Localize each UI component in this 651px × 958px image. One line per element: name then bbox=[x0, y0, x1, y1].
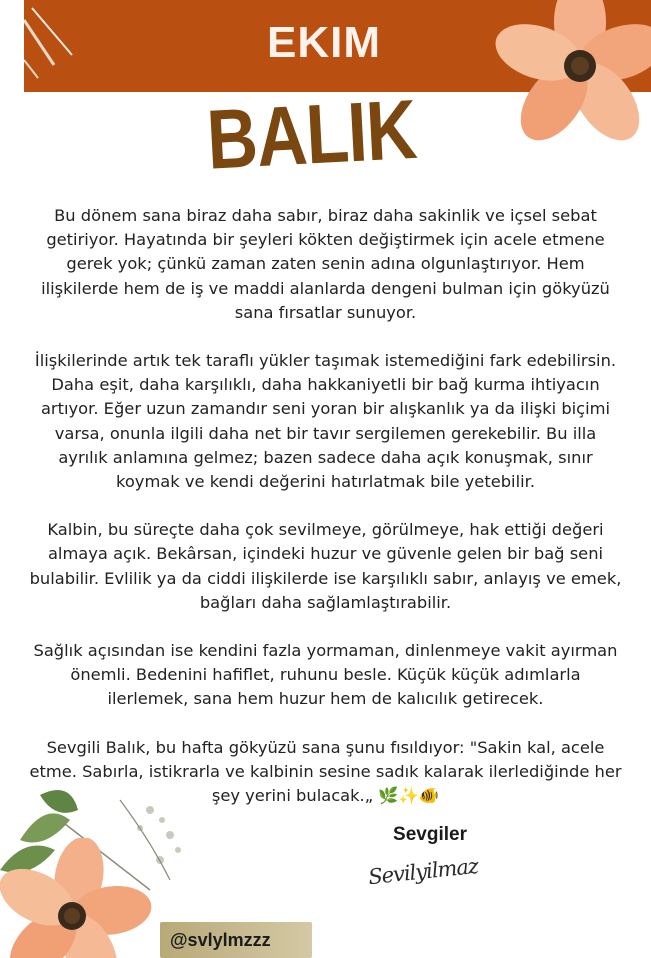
flower-icon bbox=[478, 0, 651, 168]
paragraph-4: Sağlık açısından ise kendini fazla yormaman, dinlenmeye vakit ayırman önemli. Bedenini hafiflet, ruhunu besle. Küçük küçük adımlarla ilerlemek, sana hem huzur hem de kalıcılık getirecek. bbox=[33, 641, 618, 709]
stick-decoration-icon bbox=[24, 0, 94, 92]
sign-off-text: Sevgiler bbox=[393, 824, 467, 845]
zodiac-sign-title: BALIK bbox=[204, 82, 419, 187]
paragraph-5: Sevgili Balık, bu hafta gökyüzü sana şunu fısıldıyor: "Sakin kal, acele etme. Sabırla, istikrarla ve kalbinin sesine sadık kalarak ilerlediğinde her şey yerini bulacak.„ 🌿✨🐠 bbox=[29, 737, 622, 806]
social-handle: @svlylmzzz bbox=[170, 930, 271, 950]
paragraph-2: İlişkilerinde artık tek taraflı yükler taşımak istemediğini fark edebilirsin. Daha eşit, daha karşılıklı, daha hakkaniyetli bir bağ kurma ihtiyacın artıyor. Eğer uzun zamandır seni yoran bir alışkanlık ya da ilişki biçimi varsa, onunla ilgili daha net bir tavır sergilemen gerekebilir. Bu illa ayrılık anlamına gelmez; bazen sadece daha açık konuşmak, sınır koymak ve kendi değerini hatırlatmak bile yetebilir. bbox=[34, 351, 617, 492]
paragraph-3: Kalbin, bu süreçte daha çok sevilmeye, görülmeye, hak ettiği değeri almaya açık. Bekârsan, içindeki huzur ve güvenle gelen bir bağ seni bulabilir. Evlilik ya da ciddi ilişkilerde ise karşılıklı sabır, anlayış ve emek, bağları daha sağlamlaştırabilir. bbox=[29, 520, 622, 612]
horoscope-body bbox=[28, 204, 623, 832]
flower-icon bbox=[0, 838, 160, 958]
paragraph-1: Bu dönem sana biraz daha sabır, biraz daha sakinlik ve içsel sebat getiriyor. Hayatında bir şeyleri kökten değiştirmek için acele etmene gerek yok; çünkü zaman zaten senin adına olgunlaştırıyor. Hem ilişkilerde hem de iş ve maddi alanlarda dengeni bulman için gökyüzü sana fırsatlar sunuyor. bbox=[41, 206, 610, 322]
social-handle-badge bbox=[160, 922, 312, 958]
handwritten-signature: Sevilyilmaz bbox=[367, 853, 479, 890]
month-title: EKIM bbox=[267, 18, 381, 67]
